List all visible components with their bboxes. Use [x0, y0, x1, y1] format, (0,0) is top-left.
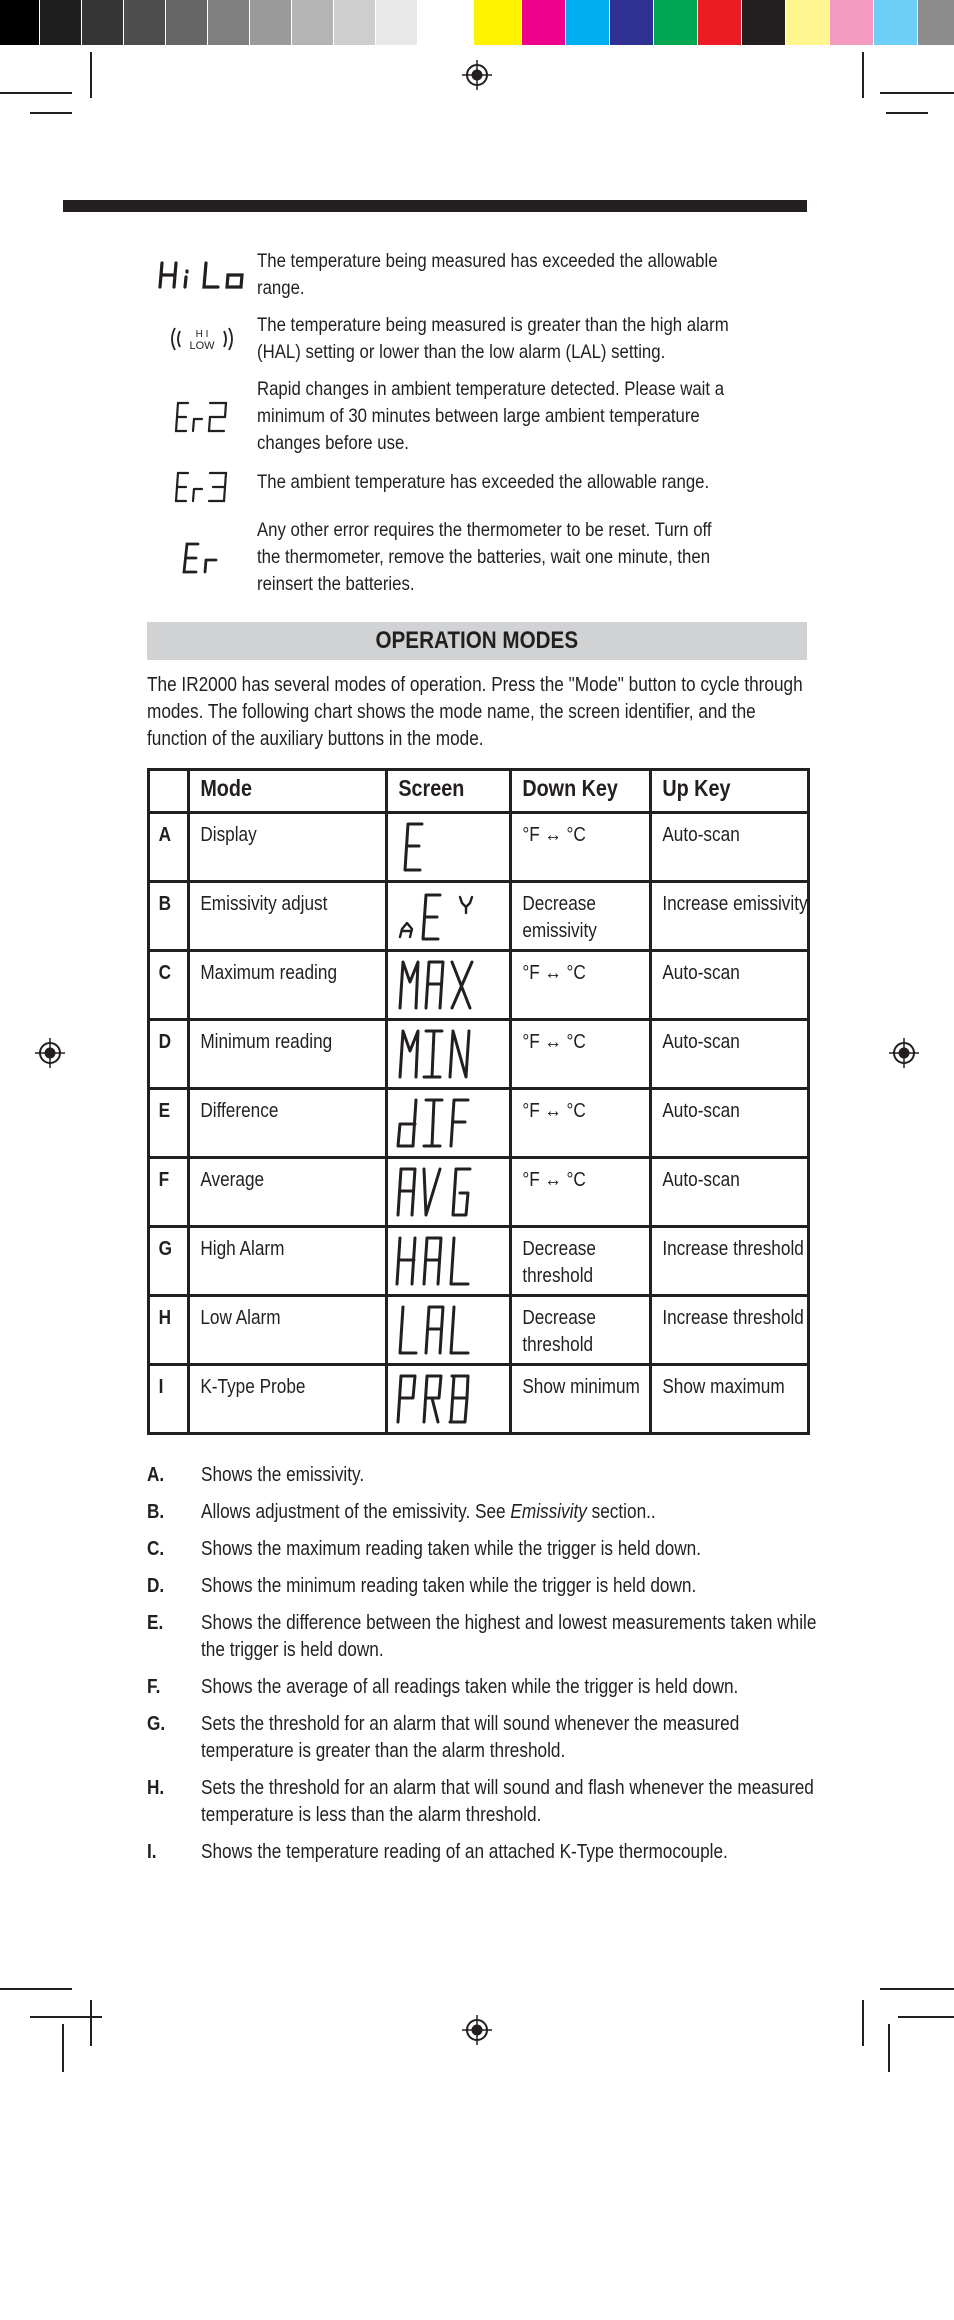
er-display-icon	[147, 517, 257, 598]
mode-name: Average	[189, 1158, 387, 1227]
error-row	[147, 312, 807, 366]
color-swatch	[830, 0, 874, 45]
registration-mark-icon	[462, 60, 492, 90]
mode-name: Low Alarm	[189, 1296, 387, 1365]
column-header: Down Key	[511, 770, 651, 813]
color-swatch	[698, 0, 742, 45]
color-swatch	[208, 0, 250, 45]
error-description: The temperature being measured has exceeded the allowable range.	[257, 250, 718, 299]
crop-mark	[862, 52, 864, 98]
up-key-function: Auto-scan	[651, 1158, 809, 1227]
note-item	[147, 1674, 807, 1701]
table-row	[149, 813, 809, 882]
up-key-function: Increase threshold	[651, 1227, 809, 1296]
row-letter: G	[149, 1227, 189, 1296]
note-letter: H.	[147, 1777, 165, 1799]
note-text: Shows the maximum reading taken while the trigger is held down.	[201, 1538, 702, 1560]
color-swatch	[610, 0, 654, 45]
row-letter: C	[149, 951, 189, 1020]
crop-mark	[886, 112, 928, 114]
crop-mark	[880, 92, 954, 94]
note-text: Shows the difference between the highest and lowest measurements taken while the trigger is held down.	[201, 1612, 817, 1661]
table-header-row	[149, 770, 809, 813]
note-letter: C.	[147, 1538, 165, 1560]
down-key-function: Decrease threshold	[511, 1227, 651, 1296]
crop-mark	[898, 2016, 954, 2018]
screen-identifier-icon	[387, 1020, 511, 1089]
mode-notes-list	[147, 1462, 817, 1876]
screen-identifier-icon	[387, 1296, 511, 1365]
crop-mark	[0, 1988, 72, 1990]
up-key-function: Auto-scan	[651, 813, 809, 882]
color-swatch	[418, 0, 460, 45]
crop-mark	[62, 2024, 64, 2072]
down-key-function: Show minimum	[511, 1365, 651, 1434]
down-key-function: °F ↔ °C	[511, 1089, 651, 1158]
color-swatch	[474, 0, 522, 45]
color-swatch	[742, 0, 786, 45]
column-header	[149, 770, 189, 813]
svg-text:LOW: LOW	[189, 340, 215, 352]
intro-paragraph: The IR2000 has several modes of operation. Press the "Mode" button to cycle through modes. The following chart shows the mode name, the screen identifier, and the function of the auxiliary buttons in the mode.	[147, 674, 803, 750]
crop-mark	[30, 112, 72, 114]
registration-mark-icon	[35, 1038, 65, 1068]
crop-mark	[90, 2000, 92, 2046]
color-swatch	[654, 0, 698, 45]
mode-name: Difference	[189, 1089, 387, 1158]
crop-mark	[90, 52, 92, 98]
screen-identifier-icon	[387, 813, 511, 882]
mode-name: High Alarm	[189, 1227, 387, 1296]
color-swatch	[166, 0, 208, 45]
note-text: Shows the temperature reading of an attached K-Type thermocouple.	[201, 1841, 728, 1863]
error-description: Any other error requires the thermometer to be reset. Turn off the thermometer, remove the batteries, wait one minute, then reinsert the batteries.	[257, 519, 712, 595]
row-letter: I	[149, 1365, 189, 1434]
note-letter: B.	[147, 1501, 165, 1523]
screen-identifier-icon	[387, 951, 511, 1020]
svg-text:H I: H I	[195, 329, 209, 340]
table-row	[149, 1365, 809, 1434]
mode-name: Display	[189, 813, 387, 882]
note-item	[147, 1462, 807, 1489]
table-row	[149, 882, 809, 951]
column-header: Screen	[387, 770, 511, 813]
color-swatch	[82, 0, 124, 45]
mode-name: Emissivity adjust	[189, 882, 387, 951]
note-letter: D.	[147, 1575, 165, 1597]
crop-mark	[0, 92, 72, 94]
registration-mark-icon	[462, 2015, 492, 2045]
row-letter: A	[149, 813, 189, 882]
note-letter: A.	[147, 1464, 165, 1486]
section-title: OPERATION MODES	[375, 627, 579, 654]
error-row	[147, 517, 807, 598]
crop-mark	[880, 1988, 954, 1990]
note-item	[147, 1775, 814, 1829]
registration-mark-icon	[889, 1038, 919, 1068]
color-swatch	[292, 0, 334, 45]
row-letter: D	[149, 1020, 189, 1089]
mode-name: K-Type Probe	[189, 1365, 387, 1434]
down-key-function: Decrease threshold	[511, 1296, 651, 1365]
note-letter: F.	[147, 1676, 161, 1698]
crop-mark	[888, 2024, 890, 2072]
row-letter: F	[149, 1158, 189, 1227]
er3-display-icon	[147, 469, 257, 505]
mode-name: Minimum reading	[189, 1020, 387, 1089]
mode-name: Maximum reading	[189, 951, 387, 1020]
down-key-function: °F ↔ °C	[511, 813, 651, 882]
note-item	[147, 1499, 807, 1526]
column-header: Up Key	[651, 770, 809, 813]
up-key-function: Increase emissivity	[651, 882, 809, 951]
note-item	[147, 1573, 807, 1600]
table-row	[149, 1020, 809, 1089]
error-description: Rapid changes in ambient temperature detected. Please wait a minimum of 30 minutes between large ambient temperature changes before use.	[257, 378, 725, 454]
error-row	[147, 248, 807, 302]
column-header: Mode	[189, 770, 387, 813]
screen-identifier-icon	[387, 1227, 511, 1296]
emissivity-reference: Emissivity	[510, 1501, 587, 1523]
note-text: Sets the threshold for an alarm that will sound and flash whenever the measured temperature is less than the alarm threshold.	[201, 1777, 814, 1826]
note-item	[147, 1610, 817, 1664]
error-description: The ambient temperature has exceeded the allowable range.	[257, 471, 710, 493]
color-swatch	[124, 0, 166, 45]
error-row	[147, 469, 807, 505]
note-item	[147, 1536, 807, 1563]
table-row	[149, 1089, 809, 1158]
crop-mark	[862, 2000, 864, 2046]
row-letter: H	[149, 1296, 189, 1365]
color-swatch	[334, 0, 376, 45]
note-text: Shows the emissivity.	[201, 1464, 365, 1486]
color-swatch	[0, 0, 40, 45]
note-item	[147, 1711, 807, 1765]
screen-identifier-icon	[387, 1089, 511, 1158]
error-description: The temperature being measured is greater than the high alarm (HAL) setting or lower than the low alarm (LAL) setting.	[257, 314, 729, 363]
alarm-hi-low-icon	[147, 312, 257, 366]
note-item	[147, 1839, 807, 1866]
table-row	[149, 1296, 809, 1365]
screen-identifier-icon	[387, 1365, 511, 1434]
note-letter: E.	[147, 1612, 164, 1634]
screen-identifier-icon	[387, 882, 511, 951]
color-swatch	[786, 0, 830, 45]
header-rule	[63, 200, 807, 212]
hi-lo-display-icon	[147, 248, 257, 302]
note-letter: I.	[147, 1841, 157, 1863]
row-letter: B	[149, 882, 189, 951]
up-key-function: Increase threshold	[651, 1296, 809, 1365]
down-key-function: °F ↔ °C	[511, 1020, 651, 1089]
down-key-function: Decrease emissivity	[511, 882, 651, 951]
row-letter: E	[149, 1089, 189, 1158]
down-key-function: °F ↔ °C	[511, 951, 651, 1020]
up-key-function: Show maximum	[651, 1365, 809, 1434]
table-row	[149, 1158, 809, 1227]
up-key-function: Auto-scan	[651, 1089, 809, 1158]
error-code-list	[147, 248, 807, 612]
error-row	[147, 376, 807, 457]
table-row	[149, 1227, 809, 1296]
color-swatch	[376, 0, 418, 45]
note-text: Shows the average of all readings taken while the trigger is held down.	[201, 1676, 739, 1698]
color-swatch	[250, 0, 292, 45]
color-swatch	[522, 0, 566, 45]
up-key-function: Auto-scan	[651, 951, 809, 1020]
note-letter: G.	[147, 1713, 166, 1735]
color-swatch	[874, 0, 918, 45]
er2-display-icon	[147, 376, 257, 457]
note-text: Sets the threshold for an alarm that will sound whenever the measured temperature is greater than the alarm threshold.	[201, 1713, 740, 1762]
note-text: Allows adjustment of the emissivity. See Emissivity section..	[201, 1501, 656, 1523]
up-key-function: Auto-scan	[651, 1020, 809, 1089]
table-row	[149, 951, 809, 1020]
color-swatch	[918, 0, 954, 45]
color-calibration-bar	[0, 0, 954, 45]
down-key-function: °F ↔ °C	[511, 1158, 651, 1227]
note-text: Shows the minimum reading taken while the trigger is held down.	[201, 1575, 697, 1597]
operation-modes-table	[147, 768, 810, 1435]
color-swatch	[566, 0, 610, 45]
screen-identifier-icon	[387, 1158, 511, 1227]
section-title-banner	[147, 622, 807, 660]
color-swatch	[40, 0, 82, 45]
